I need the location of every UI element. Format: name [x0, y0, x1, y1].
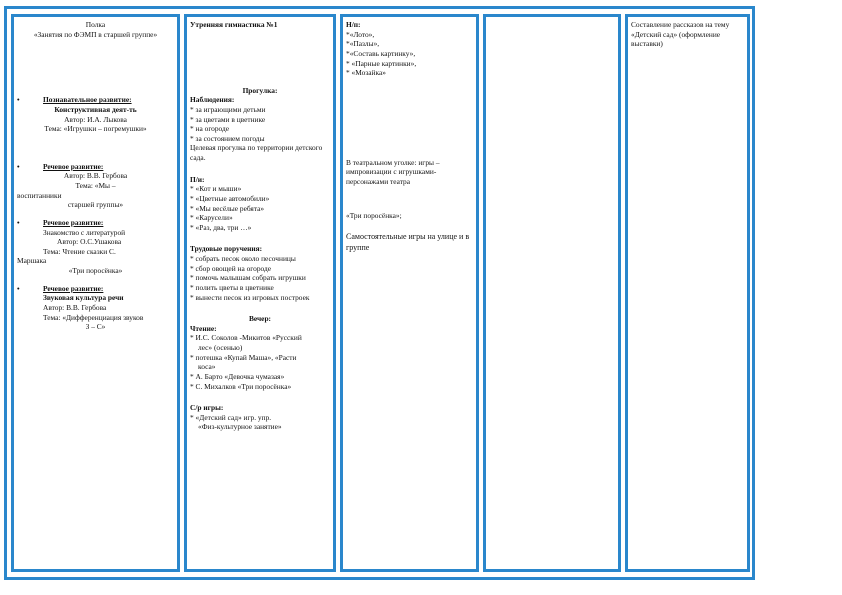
walk-heading: Прогулка:: [242, 85, 278, 95]
list-item: * «Детский сад» игр. упр.: [190, 412, 272, 422]
section-author: Автор: В.В. Гербова: [43, 302, 107, 312]
section-line: Звуковая культура речи: [43, 293, 124, 303]
column-title: Полка: [85, 20, 106, 29]
list-item: * сбор овощей на огороде: [190, 263, 272, 273]
list-item: * «Карусели»: [190, 213, 233, 223]
column-empty: [483, 14, 621, 572]
list-item: *«Лото»,: [346, 29, 375, 39]
list-item: * на огороде: [190, 124, 230, 134]
list-item: * собрать песок около песочницы: [190, 254, 296, 263]
role-play-heading: С/р игры:: [190, 403, 224, 413]
independent-games: Самостоятельные игры на улице и в группе: [346, 232, 470, 252]
play-title: «Три поросёнка»;: [346, 210, 402, 220]
list-item: * полить цветы в цветнике: [190, 282, 274, 292]
column-daily-activities: [184, 14, 336, 572]
outdoor-games-heading: П/и:: [190, 174, 205, 184]
theatre-note: В театральном уголке: игры – импровизации с игрушками-персонажами театра: [346, 157, 440, 186]
section-theme: «Три поросёнка»: [68, 266, 123, 275]
list-item: * «Мозайка»: [346, 68, 386, 78]
section-theme: Тема: «Мы –: [75, 181, 116, 190]
list-item: * «Цветные автомобили»: [190, 193, 270, 203]
section-line: Знакомство с литературой: [43, 227, 126, 237]
column-lessons: [11, 14, 180, 572]
list-item: * за играющими детьми: [190, 104, 266, 114]
column-title: Н/п:: [346, 20, 361, 29]
observations-heading: Наблюдения:: [190, 95, 235, 105]
section-theme: Маршака: [17, 256, 47, 266]
section-theme: воспитанники: [17, 190, 62, 200]
reading-heading: Чтение:: [190, 323, 217, 333]
list-item: *«Составь картинку»,: [346, 48, 416, 58]
list-item: * С. Михалков «Три поросёнка»: [190, 381, 292, 391]
evening-heading: Вечер:: [248, 314, 272, 324]
list-item: * «Кот и мыши»: [190, 184, 242, 194]
list-item: * «Парные картинки»,: [346, 58, 417, 68]
list-item: * «Мы весёлые ребята»: [190, 203, 265, 213]
list-item: лес» (осенью): [198, 343, 243, 352]
section-heading: • Речевое развитие:: [17, 161, 104, 171]
list-item: * потешка «Купай Маша», «Расти: [190, 352, 297, 362]
list-item: * за цветами в цветнике: [190, 114, 266, 124]
column-parents: [625, 14, 750, 572]
section-theme: Тема: «Игрушки – погремушки»: [44, 124, 147, 134]
list-item: * вынести песок из игровых построек: [190, 292, 310, 302]
section-line: Конструктивная деят-ть: [54, 104, 137, 114]
list-item: Целевая прогулка по территории детского сада.: [190, 143, 323, 162]
section-author: Автор: И.А. Лыкова: [64, 114, 127, 124]
section-theme: Тема: «Дифференциация звуков: [43, 312, 144, 322]
list-item: *«Пазлы»,: [346, 39, 380, 49]
schedule-sheet: [4, 6, 755, 580]
list-item: коса»: [198, 362, 216, 372]
column-subtitle: «Занятия по ФЭМП в старшей группе»: [33, 29, 158, 39]
list-item: * помочь малышам собрать игрушки: [190, 273, 306, 283]
column-board-games: [340, 14, 479, 572]
list-item: * А. Барто «Девочка чумазая»: [190, 371, 285, 381]
list-item: * И.С. Соколов -Микитов «Русский: [190, 333, 302, 343]
section-heading: • Речевое развитие:: [17, 217, 104, 227]
list-item: * «Раз, два, три …»: [190, 222, 252, 232]
column-title: Утренняя гимнастика №1: [190, 20, 278, 29]
work-heading: Трудовые поручения:: [190, 244, 263, 254]
section-heading: • Речевое развитие:: [17, 283, 104, 293]
section-theme: З – С»: [85, 322, 106, 332]
section-author: Автор: О.С.Ушакова: [57, 237, 122, 247]
section-theme: старшей группы»: [67, 200, 124, 210]
list-item: * за состоянием погоды: [190, 133, 265, 143]
section-author: Автор: В.В. Гербова: [63, 171, 128, 181]
section-theme: Тема: Чтение сказки С.: [43, 246, 116, 256]
section-heading: • Познавательное развитие:: [17, 95, 132, 105]
column-text: Составление рассказов на тему «Детский сад» (оформление выставки): [631, 20, 730, 49]
list-item: «Физ-культурное занятие»: [198, 422, 282, 432]
